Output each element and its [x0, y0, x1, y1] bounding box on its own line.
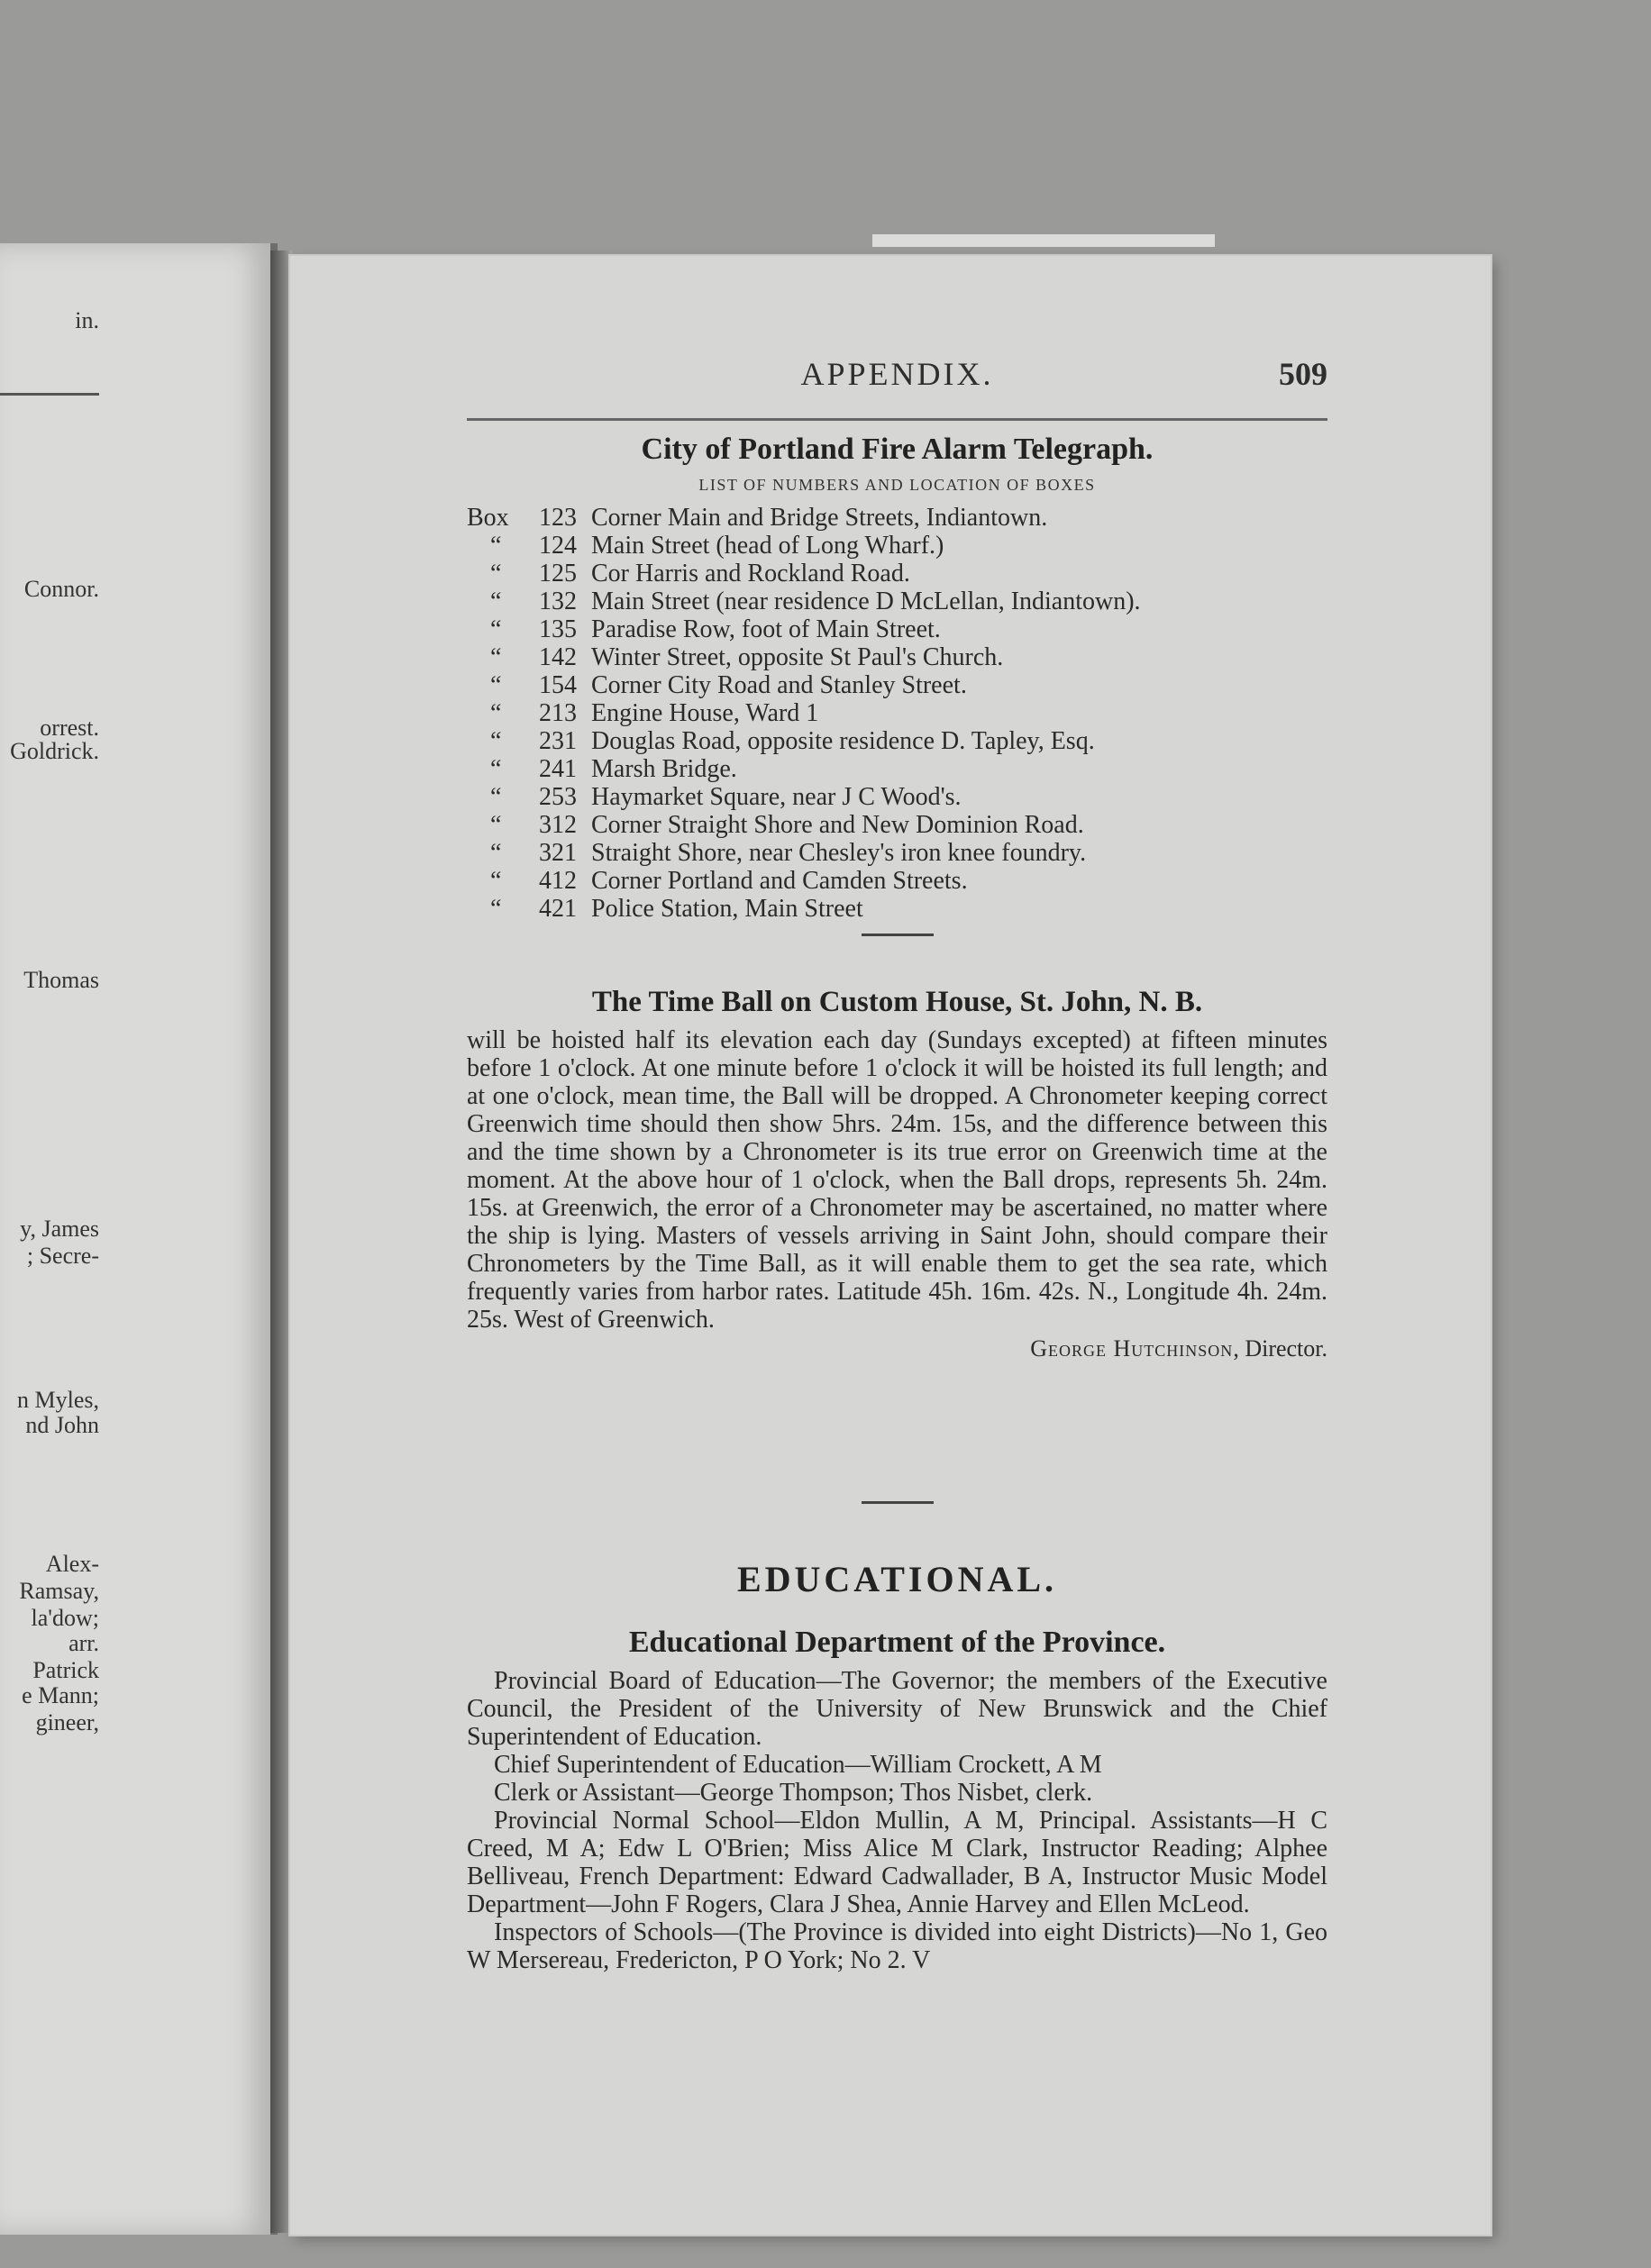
running-header-title: APPENDIX. [800, 356, 994, 392]
box-number: 253 [539, 783, 577, 811]
box-location: Engine House, Ward 1 [591, 699, 819, 727]
box-location: Douglas Road, opposite residence D. Tapley, Esq. [591, 727, 1095, 755]
fire-alarm-subtitle: LIST OF NUMBERS AND LOCATION OF BOXES [698, 476, 1096, 494]
box-number: 231 [539, 727, 577, 755]
box-prefix: “ [490, 587, 502, 615]
fire-alarm-box-entry [467, 783, 1327, 811]
previous-page-fragment-line: in. [75, 307, 99, 333]
header-rule [467, 418, 1327, 421]
box-location: Main Street (head of Long Wharf.) [591, 532, 944, 560]
previous-page-rule [0, 393, 99, 396]
box-number: 132 [539, 587, 577, 615]
previous-page-fragment-line: Ramsay, [19, 1578, 99, 1604]
educational-paragraph: Provincial Normal School—Eldon Mullin, A M, Principal. Assistants—H C Creed, M A; Edw L O'Brien; Miss Alice M Clark, Instructor Reading; Alphee Belliveau, French Department: Edward Cadwallader, B A, Instructor Music Model Department—John F Rogers, Clara J Shea, Annie Harvey and Ellen McLeod. [467, 1807, 1327, 1918]
box-number: 241 [539, 755, 577, 783]
educational-paragraph: Provincial Board of Education—The Governor; the members of the Executive Council, the President of the University of New Brunswick and the Chief Superintendent of Education. [467, 1667, 1327, 1751]
section-divider [862, 1501, 934, 1504]
fire-alarm-box-list [467, 504, 1327, 923]
fire-alarm-box-entry [467, 727, 1327, 755]
box-prefix: “ [490, 615, 502, 643]
box-location: Corner Straight Shore and New Dominion Road. [591, 811, 1084, 839]
appendix-page [290, 256, 1491, 2235]
signature-role: , Director. [1233, 1335, 1327, 1362]
educational-section [467, 1490, 1327, 1974]
previous-page-fragment [0, 243, 278, 2235]
box-prefix: “ [490, 867, 502, 895]
previous-page-fragment-line: gineer, [35, 1709, 99, 1735]
fire-alarm-box-entry [467, 615, 1327, 643]
time-ball-body: will be hoisted half its elevation each day (Sundays excepted) at fifteen minutes before 1 o'clock. At one minute before 1 o'clock it will be hoisted its full length; and at one o'clock, mean time, the Ball will be dropped. A Chronometer keeping correct Greenwich time should then show 5hrs. 24m. 15s, and the difference between this and the time shown by a Chronometer is its true error on Greenwich time at the moment. At the above hour of 1 o'clock, when the Ball drops, represents 5h. 24m. 15s. at Greenwich, the error of a Chronometer may be ascertained, no matter where the ship is lying. Masters of vessels arriving in Saint John, should compare their Chronometers by the Time Ball, as it will enable them to get the sea rate, which frequently varies from harbor rates. Latitude 45h. 16m. 42s. N., Longitude 4h. 24m. 25s. West of Greenwich. [467, 1026, 1327, 1334]
box-number: 312 [539, 811, 577, 839]
fire-alarm-box-entry [467, 671, 1327, 699]
fire-alarm-box-entry [467, 839, 1327, 867]
box-location: Haymarket Square, near J C Wood's. [591, 783, 962, 811]
box-prefix: “ [490, 643, 502, 671]
previous-page-fragment-line: Connor. [23, 576, 99, 602]
box-number: 125 [539, 560, 577, 587]
box-location: Straight Shore, near Chesley's iron knee foundry. [591, 839, 1087, 867]
box-prefix: “ [490, 671, 502, 699]
box-location: Main Street (near residence D McLellan, Indiantown). [591, 587, 1141, 615]
box-location: Corner Main and Bridge Streets, Indiantown. [591, 504, 1048, 532]
previous-page-fragment-line: e Mann; [22, 1682, 99, 1708]
box-location: Corner City Road and Stanley Street. [591, 671, 967, 699]
running-header [467, 355, 1327, 393]
fire-alarm-box-entry [467, 895, 1327, 923]
box-location: Paradise Row, foot of Main Street. [591, 615, 941, 643]
box-prefix: “ [490, 560, 502, 587]
box-number: 142 [539, 643, 577, 671]
educational-paragraphs [467, 1667, 1327, 1974]
fire-alarm-box-entry [467, 867, 1327, 895]
book-gutter [270, 250, 292, 2233]
previous-page-fragment-line: nd John [25, 1412, 99, 1438]
fire-alarm-box-entry [467, 699, 1327, 727]
box-location: Police Station, Main Street [591, 895, 863, 923]
box-prefix: “ [490, 699, 502, 727]
fire-alarm-section [467, 433, 1327, 936]
educational-paragraph: Clerk or Assistant—George Thompson; Thos Nisbet, clerk. [494, 1779, 1093, 1807]
box-prefix: “ [490, 755, 502, 783]
fire-alarm-box-entry [467, 755, 1327, 783]
previous-page-fragment-line: la'dow; [31, 1605, 99, 1631]
box-number: 123 [539, 504, 577, 532]
fire-alarm-box-entry [467, 811, 1327, 839]
previous-page-fragment-line: Alex- [45, 1551, 99, 1577]
box-number: 321 [539, 839, 577, 867]
fire-alarm-box-entry [467, 560, 1327, 587]
section-divider [862, 934, 934, 936]
fire-alarm-box-entry [467, 532, 1327, 560]
box-location: Winter Street, opposite St Paul's Church. [591, 643, 1004, 671]
box-number: 412 [539, 867, 577, 895]
previous-page-fragment-line: y, James [20, 1216, 99, 1242]
box-location: Cor Harris and Rockland Road. [591, 560, 910, 587]
signature-name: George Hutchinson [1030, 1335, 1234, 1362]
box-number: 213 [539, 699, 577, 727]
previous-page-fragment-line: ; Secre- [26, 1243, 99, 1269]
previous-page-fragment-line: Goldrick. [10, 738, 99, 764]
page-number: 509 [1279, 356, 1327, 392]
box-prefix: “ [490, 783, 502, 811]
fire-alarm-box-entry [467, 643, 1327, 671]
page-edge-tab [872, 234, 1215, 247]
box-prefix: Box [467, 504, 509, 532]
fire-alarm-box-entry [467, 587, 1327, 615]
box-number: 135 [539, 615, 577, 643]
box-prefix: “ [490, 532, 502, 560]
box-number: 421 [539, 895, 577, 923]
previous-page-fragment-line: Thomas [23, 967, 99, 993]
box-number: 124 [539, 532, 577, 560]
box-prefix: “ [490, 811, 502, 839]
box-number: 154 [539, 671, 577, 699]
fire-alarm-box-entry [467, 504, 1327, 532]
educational-paragraph: Inspectors of Schools—(The Province is divided into eight Districts)—No 1, Geo W Mersereau, Fredericton, P O York; No 2. V [467, 1918, 1327, 1974]
previous-page-fragment-line: arr. [68, 1630, 99, 1656]
educational-department-title: Educational Department of the Province. [628, 1626, 1166, 1659]
box-prefix: “ [490, 895, 502, 923]
time-ball-section [467, 986, 1327, 1362]
previous-page-fragment-line: Patrick [32, 1657, 99, 1683]
educational-paragraph: Chief Superintendent of Education—William Crockett, A M [494, 1751, 1102, 1779]
box-prefix: “ [490, 727, 502, 755]
time-ball-title: The Time Ball on Custom House, St. John, N. B. [591, 986, 1203, 1018]
box-prefix: “ [490, 839, 502, 867]
time-ball-signature [467, 1335, 1327, 1362]
box-location: Corner Portland and Camden Streets. [591, 867, 968, 895]
box-location: Marsh Bridge. [591, 755, 737, 783]
fire-alarm-title: City of Portland Fire Alarm Telegraph. [641, 433, 1154, 466]
previous-page-fragment-line: n Myles, [17, 1387, 99, 1413]
previous-page-fragment-line: orrest. [40, 715, 99, 741]
educational-heading: EDUCATIONAL. [736, 1559, 1058, 1599]
